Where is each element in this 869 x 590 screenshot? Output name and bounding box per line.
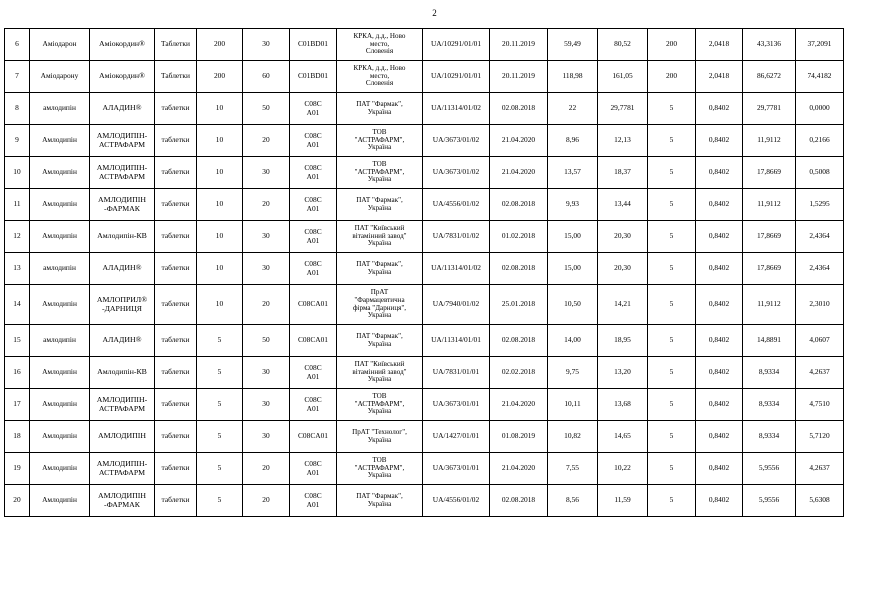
cell-inn-name: Амлодипін bbox=[30, 189, 90, 221]
cell-wholesale-price: 9,93 bbox=[548, 189, 598, 221]
cell-wholesale-price: 9,75 bbox=[548, 357, 598, 389]
cell-dose: 10 bbox=[197, 125, 243, 157]
cell-atc-code: C08CA01 bbox=[290, 325, 337, 357]
cell-registration-number: UA/11314/01/02 bbox=[423, 93, 490, 125]
cell-atc-code: C08CA01 bbox=[290, 285, 337, 325]
cell-trade-name: Амлодипін-КВ bbox=[90, 357, 155, 389]
cell-row-number: 15 bbox=[5, 325, 30, 357]
cell-inn-name: Амлодипін bbox=[30, 389, 90, 421]
cell-dosage-form: таблетки bbox=[155, 421, 197, 453]
cell-atc-code: C08C A01 bbox=[290, 125, 337, 157]
cell-manufacturer: ПАТ "Фармак", Україна bbox=[337, 325, 423, 357]
table-row bbox=[5, 157, 844, 189]
cell-row-number: 18 bbox=[5, 421, 30, 453]
cell-trade-name: АМЛОДИПІН- АСТРАФАРМ bbox=[90, 157, 155, 189]
cell-atc-code: C01BD01 bbox=[290, 29, 337, 61]
cell-trade-name: АЛАДИН® bbox=[90, 253, 155, 285]
cell-trade-name: АМЛОДИПІН -ФАРМАК bbox=[90, 189, 155, 221]
cell-dose: 5 bbox=[197, 453, 243, 485]
cell-dosage-form: таблетки bbox=[155, 157, 197, 189]
page-number: 2 bbox=[432, 8, 437, 18]
cell-reimbursement-amount: 1,5295 bbox=[796, 189, 844, 221]
cell-dose: 10 bbox=[197, 253, 243, 285]
cell-dose: 10 bbox=[197, 285, 243, 325]
cell-wholesale-price: 22 bbox=[548, 93, 598, 125]
cell-retail-price: 13,20 bbox=[598, 357, 648, 389]
cell-reimbursement-amount: 2,4364 bbox=[796, 253, 844, 285]
cell-row-number: 19 bbox=[5, 453, 30, 485]
cell-dose: 10 bbox=[197, 157, 243, 189]
table-row bbox=[5, 221, 844, 253]
cell-pack-quantity: 30 bbox=[243, 357, 290, 389]
cell-reimbursement-amount: 4,2637 bbox=[796, 453, 844, 485]
cell-ddd: 5 bbox=[648, 253, 696, 285]
cell-dose: 10 bbox=[197, 221, 243, 253]
cell-row-number: 7 bbox=[5, 61, 30, 93]
cell-ddd: 5 bbox=[648, 189, 696, 221]
cell-wholesale-price: 10,82 bbox=[548, 421, 598, 453]
cell-pack-quantity: 20 bbox=[243, 189, 290, 221]
cell-registration-date: 02.08.2018 bbox=[490, 253, 548, 285]
cell-dosage-form: таблетки bbox=[155, 325, 197, 357]
cell-registration-date: 02.08.2018 bbox=[490, 189, 548, 221]
cell-wholesale-price: 59,49 bbox=[548, 29, 598, 61]
cell-registration-number: UA/7831/01/02 bbox=[423, 221, 490, 253]
cell-manufacturer: ТОВ "АСТРАФАРМ", Україна bbox=[337, 125, 423, 157]
cell-reference-cost: 11,9112 bbox=[743, 125, 796, 157]
cell-reimbursement-amount: 37,2091 bbox=[796, 29, 844, 61]
cell-ddd: 5 bbox=[648, 325, 696, 357]
cell-atc-code: C08C A01 bbox=[290, 221, 337, 253]
cell-trade-name: Аміокордин® bbox=[90, 29, 155, 61]
cell-dosage-form: таблетки bbox=[155, 485, 197, 517]
cell-registration-date: 02.08.2018 bbox=[490, 93, 548, 125]
cell-registration-number: UA/11314/01/02 bbox=[423, 253, 490, 285]
cell-registration-number: UA/3673/01/02 bbox=[423, 125, 490, 157]
cell-trade-name: АМЛОДИПІН- АСТРАФАРМ bbox=[90, 453, 155, 485]
cell-manufacturer: КРКА, д.д., Ново место, Словенія bbox=[337, 29, 423, 61]
cell-manufacturer: ТОВ "АСТРАФАРМ", Україна bbox=[337, 157, 423, 189]
cell-inn-name: Амлодипін bbox=[30, 285, 90, 325]
cell-registration-date: 02.02.2018 bbox=[490, 357, 548, 389]
table-row bbox=[5, 285, 844, 325]
cell-reference-cost: 11,9112 bbox=[743, 189, 796, 221]
cell-atc-code: C08C A01 bbox=[290, 93, 337, 125]
cell-retail-price: 18,95 bbox=[598, 325, 648, 357]
cell-wholesale-price: 15,00 bbox=[548, 221, 598, 253]
cell-inn-name: Аміодарон bbox=[30, 29, 90, 61]
cell-coefficient: 0,8402 bbox=[696, 285, 743, 325]
drug-price-table bbox=[4, 28, 844, 517]
cell-reimbursement-amount: 5,6308 bbox=[796, 485, 844, 517]
cell-manufacturer: ПАТ "Київський вітамінний завод" Україна bbox=[337, 357, 423, 389]
cell-row-number: 13 bbox=[5, 253, 30, 285]
cell-reference-cost: 43,3136 bbox=[743, 29, 796, 61]
cell-atc-code: C08C A01 bbox=[290, 189, 337, 221]
cell-reference-cost: 5,9556 bbox=[743, 453, 796, 485]
table-row bbox=[5, 29, 844, 61]
cell-row-number: 10 bbox=[5, 157, 30, 189]
cell-retail-price: 20,30 bbox=[598, 221, 648, 253]
cell-inn-name: Амлодипін bbox=[30, 125, 90, 157]
table-row bbox=[5, 453, 844, 485]
cell-dose: 5 bbox=[197, 421, 243, 453]
cell-retail-price: 161,05 bbox=[598, 61, 648, 93]
cell-ddd: 5 bbox=[648, 93, 696, 125]
cell-inn-name: Амлодипін bbox=[30, 221, 90, 253]
cell-pack-quantity: 30 bbox=[243, 421, 290, 453]
cell-reimbursement-amount: 4,2637 bbox=[796, 357, 844, 389]
cell-coefficient: 0,8402 bbox=[696, 189, 743, 221]
cell-row-number: 9 bbox=[5, 125, 30, 157]
cell-inn-name: Амлодипін bbox=[30, 453, 90, 485]
cell-retail-price: 20,30 bbox=[598, 253, 648, 285]
cell-manufacturer: ПАТ "Київський вітамінний завод" Україна bbox=[337, 221, 423, 253]
cell-registration-date: 21.04.2020 bbox=[490, 157, 548, 189]
table-row bbox=[5, 125, 844, 157]
cell-manufacturer: ТОВ "АСТРАФАРМ", Україна bbox=[337, 453, 423, 485]
cell-dose: 5 bbox=[197, 325, 243, 357]
cell-coefficient: 0,8402 bbox=[696, 325, 743, 357]
cell-dose: 5 bbox=[197, 389, 243, 421]
cell-retail-price: 12,13 bbox=[598, 125, 648, 157]
cell-manufacturer: КРКА, д.д., Ново место, Словенія bbox=[337, 61, 423, 93]
cell-ddd: 5 bbox=[648, 285, 696, 325]
cell-registration-number: UA/3673/01/02 bbox=[423, 157, 490, 189]
cell-dosage-form: таблетки bbox=[155, 357, 197, 389]
cell-reference-cost: 29,7781 bbox=[743, 93, 796, 125]
cell-ddd: 5 bbox=[648, 157, 696, 189]
cell-wholesale-price: 8,96 bbox=[548, 125, 598, 157]
cell-registration-number: UA/3673/01/01 bbox=[423, 453, 490, 485]
cell-wholesale-price: 10,11 bbox=[548, 389, 598, 421]
cell-retail-price: 13,68 bbox=[598, 389, 648, 421]
cell-registration-date: 21.04.2020 bbox=[490, 389, 548, 421]
cell-coefficient: 0,8402 bbox=[696, 221, 743, 253]
cell-ddd: 5 bbox=[648, 357, 696, 389]
cell-reference-cost: 17,8669 bbox=[743, 157, 796, 189]
cell-registration-number: UA/4556/01/02 bbox=[423, 189, 490, 221]
cell-row-number: 12 bbox=[5, 221, 30, 253]
cell-row-number: 6 bbox=[5, 29, 30, 61]
cell-ddd: 200 bbox=[648, 29, 696, 61]
cell-registration-date: 02.08.2018 bbox=[490, 325, 548, 357]
cell-pack-quantity: 20 bbox=[243, 485, 290, 517]
cell-pack-quantity: 30 bbox=[243, 389, 290, 421]
cell-pack-quantity: 20 bbox=[243, 285, 290, 325]
cell-registration-date: 20.11.2019 bbox=[490, 29, 548, 61]
cell-dosage-form: Таблетки bbox=[155, 61, 197, 93]
cell-inn-name: Амлодипін bbox=[30, 357, 90, 389]
cell-wholesale-price: 118,98 bbox=[548, 61, 598, 93]
cell-coefficient: 0,8402 bbox=[696, 389, 743, 421]
cell-ddd: 5 bbox=[648, 221, 696, 253]
cell-reference-cost: 17,8669 bbox=[743, 221, 796, 253]
cell-reference-cost: 86,6272 bbox=[743, 61, 796, 93]
cell-reference-cost: 14,8891 bbox=[743, 325, 796, 357]
cell-dosage-form: таблетки bbox=[155, 125, 197, 157]
cell-dose: 10 bbox=[197, 189, 243, 221]
cell-reference-cost: 11,9112 bbox=[743, 285, 796, 325]
cell-reimbursement-amount: 4,0607 bbox=[796, 325, 844, 357]
cell-coefficient: 0,8402 bbox=[696, 253, 743, 285]
cell-coefficient: 0,8402 bbox=[696, 421, 743, 453]
cell-wholesale-price: 7,55 bbox=[548, 453, 598, 485]
cell-dose: 5 bbox=[197, 485, 243, 517]
cell-retail-price: 14,65 bbox=[598, 421, 648, 453]
cell-pack-quantity: 30 bbox=[243, 253, 290, 285]
cell-registration-date: 20.11.2019 bbox=[490, 61, 548, 93]
cell-retail-price: 18,37 bbox=[598, 157, 648, 189]
cell-reference-cost: 5,9556 bbox=[743, 485, 796, 517]
cell-registration-date: 21.04.2020 bbox=[490, 125, 548, 157]
cell-manufacturer: ПрАТ "Фармацевтична фірма "Дарниця", Україна bbox=[337, 285, 423, 325]
cell-trade-name: АМЛОДИПІН bbox=[90, 421, 155, 453]
cell-dosage-form: Таблетки bbox=[155, 29, 197, 61]
cell-trade-name: АМЛОПРИЛ® -ДАРНИЦЯ bbox=[90, 285, 155, 325]
cell-retail-price: 10,22 bbox=[598, 453, 648, 485]
cell-dosage-form: таблетки bbox=[155, 221, 197, 253]
cell-atc-code: C08C A01 bbox=[290, 357, 337, 389]
cell-manufacturer: ПАТ "Фармак", Україна bbox=[337, 485, 423, 517]
cell-dosage-form: таблетки bbox=[155, 189, 197, 221]
cell-manufacturer: ПрАТ "Технолог", Україна bbox=[337, 421, 423, 453]
cell-pack-quantity: 30 bbox=[243, 157, 290, 189]
cell-row-number: 16 bbox=[5, 357, 30, 389]
cell-ddd: 200 bbox=[648, 61, 696, 93]
table-body bbox=[5, 29, 844, 517]
cell-trade-name: Амлодипін-КВ bbox=[90, 221, 155, 253]
table-row bbox=[5, 325, 844, 357]
cell-dosage-form: таблетки bbox=[155, 285, 197, 325]
cell-registration-date: 25.01.2018 bbox=[490, 285, 548, 325]
cell-coefficient: 2,0418 bbox=[696, 61, 743, 93]
cell-coefficient: 0,8402 bbox=[696, 93, 743, 125]
cell-retail-price: 11,59 bbox=[598, 485, 648, 517]
cell-coefficient: 0,8402 bbox=[696, 157, 743, 189]
cell-manufacturer: ПАТ "Фармак", Україна bbox=[337, 253, 423, 285]
cell-retail-price: 14,21 bbox=[598, 285, 648, 325]
cell-trade-name: АМЛОДИПІН- АСТРАФАРМ bbox=[90, 125, 155, 157]
cell-dosage-form: таблетки bbox=[155, 389, 197, 421]
cell-pack-quantity: 50 bbox=[243, 93, 290, 125]
cell-atc-code: C08C A01 bbox=[290, 485, 337, 517]
cell-dose: 5 bbox=[197, 357, 243, 389]
table-row bbox=[5, 485, 844, 517]
cell-reimbursement-amount: 4,7510 bbox=[796, 389, 844, 421]
table-row bbox=[5, 253, 844, 285]
cell-ddd: 5 bbox=[648, 421, 696, 453]
cell-wholesale-price: 14,00 bbox=[548, 325, 598, 357]
cell-manufacturer: ПАТ "Фармак", Україна bbox=[337, 93, 423, 125]
cell-registration-date: 02.08.2018 bbox=[490, 485, 548, 517]
cell-pack-quantity: 30 bbox=[243, 29, 290, 61]
cell-registration-date: 01.08.2019 bbox=[490, 421, 548, 453]
cell-row-number: 20 bbox=[5, 485, 30, 517]
cell-registration-date: 01.02.2018 bbox=[490, 221, 548, 253]
cell-wholesale-price: 8,56 bbox=[548, 485, 598, 517]
cell-inn-name: амлодипін bbox=[30, 325, 90, 357]
cell-inn-name: Амлодипін bbox=[30, 485, 90, 517]
cell-dosage-form: таблетки bbox=[155, 253, 197, 285]
table-row bbox=[5, 189, 844, 221]
cell-registration-number: UA/10291/01/01 bbox=[423, 61, 490, 93]
cell-atc-code: C08C A01 bbox=[290, 253, 337, 285]
cell-row-number: 11 bbox=[5, 189, 30, 221]
cell-trade-name: АМЛОДИПІН- АСТРАФАРМ bbox=[90, 389, 155, 421]
cell-inn-name: Амлодипін bbox=[30, 157, 90, 189]
cell-wholesale-price: 15,00 bbox=[548, 253, 598, 285]
cell-coefficient: 2,0418 bbox=[696, 29, 743, 61]
cell-trade-name: АЛАДИН® bbox=[90, 93, 155, 125]
cell-dosage-form: таблетки bbox=[155, 453, 197, 485]
cell-wholesale-price: 13,57 bbox=[548, 157, 598, 189]
cell-registration-date: 21.04.2020 bbox=[490, 453, 548, 485]
cell-atc-code: C08C A01 bbox=[290, 453, 337, 485]
cell-row-number: 8 bbox=[5, 93, 30, 125]
cell-atc-code: C08C A01 bbox=[290, 157, 337, 189]
cell-coefficient: 0,8402 bbox=[696, 485, 743, 517]
cell-pack-quantity: 20 bbox=[243, 453, 290, 485]
cell-pack-quantity: 20 bbox=[243, 125, 290, 157]
cell-registration-number: UA/10291/01/01 bbox=[423, 29, 490, 61]
cell-reimbursement-amount: 0,0000 bbox=[796, 93, 844, 125]
cell-ddd: 5 bbox=[648, 125, 696, 157]
cell-reference-cost: 8,9334 bbox=[743, 421, 796, 453]
cell-coefficient: 0,8402 bbox=[696, 125, 743, 157]
cell-manufacturer: ТОВ "АСТРАФАРМ", Україна bbox=[337, 389, 423, 421]
cell-registration-number: UA/1427/01/01 bbox=[423, 421, 490, 453]
cell-row-number: 14 bbox=[5, 285, 30, 325]
cell-ddd: 5 bbox=[648, 485, 696, 517]
cell-dose: 200 bbox=[197, 29, 243, 61]
cell-reimbursement-amount: 2,4364 bbox=[796, 221, 844, 253]
cell-inn-name: Амлодипін bbox=[30, 421, 90, 453]
cell-trade-name: АЛАДИН® bbox=[90, 325, 155, 357]
cell-dosage-form: таблетки bbox=[155, 93, 197, 125]
cell-trade-name: Аміокордин® bbox=[90, 61, 155, 93]
cell-row-number: 17 bbox=[5, 389, 30, 421]
cell-reimbursement-amount: 0,5008 bbox=[796, 157, 844, 189]
cell-reference-cost: 17,8669 bbox=[743, 253, 796, 285]
table-row bbox=[5, 357, 844, 389]
cell-inn-name: Аміодарону bbox=[30, 61, 90, 93]
cell-reimbursement-amount: 5,7120 bbox=[796, 421, 844, 453]
cell-wholesale-price: 10,50 bbox=[548, 285, 598, 325]
cell-inn-name: амлодипін bbox=[30, 253, 90, 285]
cell-reimbursement-amount: 2,3010 bbox=[796, 285, 844, 325]
cell-inn-name: амлодипін bbox=[30, 93, 90, 125]
cell-atc-code: C08C A01 bbox=[290, 389, 337, 421]
cell-atc-code: C08CA01 bbox=[290, 421, 337, 453]
cell-atc-code: C01BD01 bbox=[290, 61, 337, 93]
cell-reference-cost: 8,9334 bbox=[743, 357, 796, 389]
cell-retail-price: 29,7781 bbox=[598, 93, 648, 125]
cell-pack-quantity: 30 bbox=[243, 221, 290, 253]
cell-ddd: 5 bbox=[648, 453, 696, 485]
cell-registration-number: UA/7940/01/02 bbox=[423, 285, 490, 325]
cell-reimbursement-amount: 74,4182 bbox=[796, 61, 844, 93]
table-row bbox=[5, 93, 844, 125]
cell-reference-cost: 8,9334 bbox=[743, 389, 796, 421]
cell-ddd: 5 bbox=[648, 389, 696, 421]
cell-registration-number: UA/3673/01/01 bbox=[423, 389, 490, 421]
table-row bbox=[5, 389, 844, 421]
cell-manufacturer: ПАТ "Фармак", Україна bbox=[337, 189, 423, 221]
cell-dose: 200 bbox=[197, 61, 243, 93]
cell-registration-number: UA/4556/01/02 bbox=[423, 485, 490, 517]
cell-trade-name: АМЛОДИПІН -ФАРМАК bbox=[90, 485, 155, 517]
cell-dose: 10 bbox=[197, 93, 243, 125]
cell-registration-number: UA/7831/01/01 bbox=[423, 357, 490, 389]
table-row bbox=[5, 61, 844, 93]
cell-retail-price: 80,52 bbox=[598, 29, 648, 61]
cell-reimbursement-amount: 0,2166 bbox=[796, 125, 844, 157]
cell-registration-number: UA/11314/01/01 bbox=[423, 325, 490, 357]
cell-coefficient: 0,8402 bbox=[696, 453, 743, 485]
cell-pack-quantity: 50 bbox=[243, 325, 290, 357]
table-row bbox=[5, 421, 844, 453]
cell-coefficient: 0,8402 bbox=[696, 357, 743, 389]
cell-retail-price: 13,44 bbox=[598, 189, 648, 221]
cell-pack-quantity: 60 bbox=[243, 61, 290, 93]
